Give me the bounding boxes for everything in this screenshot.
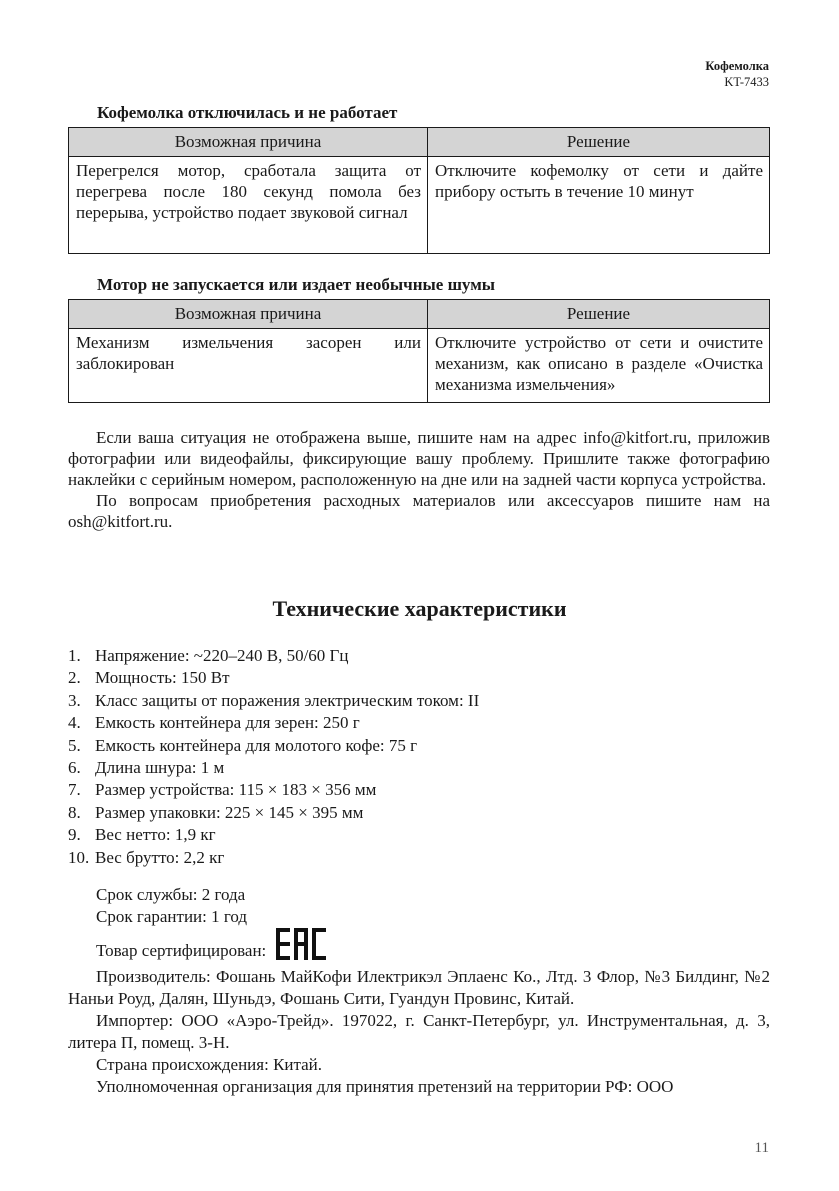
list-item: [68, 690, 770, 712]
list-item: [68, 779, 770, 801]
troubleshooting-table-2: [68, 299, 770, 403]
column-header-cause: Возможная причина: [69, 300, 428, 329]
troubleshooting-table-1: [68, 127, 770, 254]
section-heading-1: Кофемолка отключилась и не работает: [97, 103, 398, 122]
table-row: [69, 329, 770, 403]
list-item: [68, 667, 770, 689]
cause-cell: Перегрелся мотор, сработала защита от перегрева после 180 секунд помола без перерыва, устройство подает звуковой сигнал: [69, 157, 428, 254]
spec-number: 9.: [68, 825, 81, 845]
spec-text: Емкость контейнера для зерен: 250 г: [95, 713, 360, 733]
spec-text: Класс защиты от поражения электрическим током: II: [95, 690, 480, 710]
importer: Импортер: ООО «Аэро-Трейд». 197022, г. Санкт-Петербург, ул. Инструментальная, д. 3, литера П, помещ. 3-Н.: [68, 1011, 770, 1052]
authorized-organization: Уполномоченная организация для принятия претензий на территории РФ: ООО: [96, 1077, 674, 1096]
specs-title: Технические характеристики: [272, 596, 567, 621]
spec-text: Вес брутто: 2,2 кг: [95, 847, 225, 867]
spec-number: 10.: [68, 847, 90, 867]
certification-line: [68, 928, 770, 966]
page-number: 11: [754, 1140, 769, 1156]
table-header-row: [69, 300, 770, 329]
list-item: [68, 847, 770, 869]
spec-text: Размер устройства: 115 × 183 × 356 мм: [95, 780, 377, 800]
spec-text: Емкость контейнера для молотого кофе: 75 г: [95, 735, 418, 755]
eac-mark-icon: [276, 928, 326, 966]
list-item: [68, 645, 770, 667]
running-header: [705, 58, 769, 90]
column-header-solution: Решение: [428, 300, 770, 329]
spec-number: 5.: [68, 735, 81, 755]
header-product: Кофемолка: [705, 59, 769, 73]
solution-cell: Отключите кофемолку от сети и дайте прибору остыть в течение 10 минут: [428, 157, 770, 254]
manufacturer: Производитель: Фошань МайКофи Илектрикэл Эплаенс Ко., Лтд. 3 Флор, №3 Билдинг, №2 Наньи Роуд, Далян, Шуньдэ, Фошань Сити, Гуандун Провинс, Китай.: [68, 967, 770, 1008]
warranty: Срок гарантии: 1 год: [96, 907, 248, 926]
solution-cell: Отключите устройство от сети и очистите механизм, как описано в разделе «Очистка механизма измельчения»: [428, 329, 770, 403]
list-item: [68, 824, 770, 846]
contact-paragraph-1: Если ваша ситуация не отображена выше, пишите нам на адрес info@kitfort.ru, приложив фотографии или видеофайлы, фиксирующие вашу проблему. Пришлите также фотографию наклейки с серийным номером, расположенную на дне или на задней части корпуса устройства.: [68, 428, 770, 489]
spec-text: Вес нетто: 1,9 кг: [95, 825, 216, 845]
list-item: [68, 712, 770, 734]
spec-number: 2.: [68, 668, 81, 688]
service-life: Срок службы: 2 года: [96, 885, 246, 904]
spec-text: Размер упаковки: 225 × 145 × 395 мм: [95, 802, 364, 822]
section-heading-2: Мотор не запускается или издает необычные шумы: [97, 275, 496, 294]
column-header-cause: Возможная причина: [69, 128, 428, 157]
spec-text: Мощность: 150 Вт: [95, 668, 230, 688]
list-item: [68, 735, 770, 757]
table-row: [69, 157, 770, 254]
spec-number: 6.: [68, 758, 81, 778]
column-header-solution: Решение: [428, 128, 770, 157]
contact-text: [68, 427, 770, 532]
spec-number: 3.: [68, 690, 81, 710]
spec-text: Напряжение: ~220–240 В, 50/60 Гц: [95, 646, 349, 665]
spec-number: 7.: [68, 780, 81, 800]
specs-list: [68, 645, 770, 869]
list-item: [68, 757, 770, 779]
contact-paragraph-2: По вопросам приобретения расходных материалов или аксессуаров пишите нам на osh@kitfort.ru.: [68, 491, 770, 531]
spec-number: 1.: [68, 646, 81, 665]
cause-cell: Механизм измельчения засорен или заблокирован: [69, 329, 428, 403]
product-info: [68, 884, 770, 1098]
spec-number: 4.: [68, 713, 81, 733]
header-model: KT-7433: [724, 75, 769, 89]
certified-label: Товар сертифицирован:: [96, 941, 267, 960]
spec-text: Длина шнура: 1 м: [95, 758, 225, 778]
table-header-row: [69, 128, 770, 157]
list-item: [68, 802, 770, 824]
spec-number: 8.: [68, 802, 81, 822]
country-of-origin: Страна происхождения: Китай.: [96, 1055, 323, 1074]
